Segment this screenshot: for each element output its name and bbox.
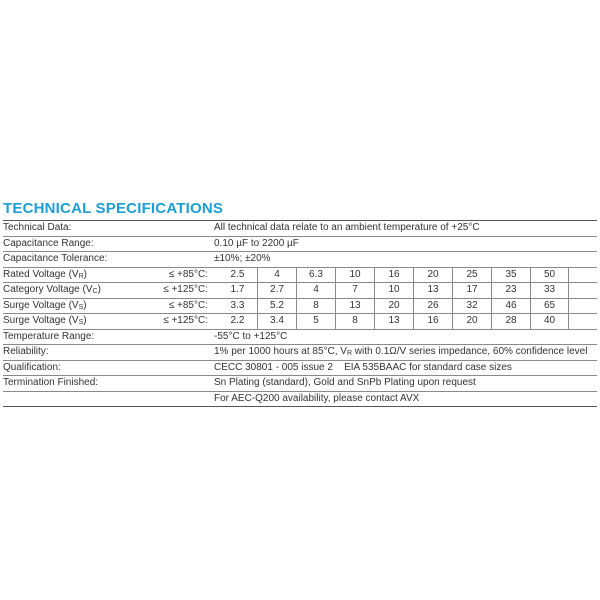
row-qualification <box>3 361 597 377</box>
label-text: Rated Voltage (V <box>3 268 79 280</box>
row-label <box>3 300 87 311</box>
label-subscript: C <box>92 288 98 295</box>
voltage-cell: 40 <box>530 314 569 329</box>
row-label: Technical Data: <box>3 222 72 233</box>
row-label: Reliability: <box>3 346 49 357</box>
label-text: Surge Voltage (V <box>3 299 79 311</box>
label-close: ) <box>97 284 101 295</box>
value-text-rest: with 0.1Ω/V series impedance, 60% confidence level <box>352 346 588 357</box>
voltage-cell: 32 <box>452 299 491 314</box>
row-capacitance-tolerance <box>3 252 597 268</box>
label-close: ) <box>83 315 87 326</box>
row-label <box>3 284 101 295</box>
row-value: CECC 30801 - 005 issue 2 EIA 535BAAC for standard case sizes <box>214 361 512 373</box>
row-surge-voltage-125 <box>3 314 597 330</box>
row-label: Capacitance Tolerance: <box>3 253 108 264</box>
row-label: Qualification: <box>3 361 61 373</box>
label-close: ) <box>83 268 88 280</box>
row-value: 0.10 µF to 2200 µF <box>214 237 299 249</box>
voltage-cell: 1.7 <box>230 284 245 295</box>
voltage-cell: 16 <box>413 314 452 329</box>
voltage-cell: 50 <box>530 268 569 283</box>
row-label: Termination Finished: <box>3 377 99 388</box>
row-value <box>214 346 587 357</box>
label-subscript: R <box>78 272 84 280</box>
row-value: For AEC-Q200 availability, please contact AVX <box>214 392 420 404</box>
voltage-cell: 4 <box>296 283 335 298</box>
value-subscript: R <box>346 350 353 357</box>
row-rated-voltage <box>3 268 597 284</box>
row-label <box>3 269 87 280</box>
row-capacitance-range <box>3 237 597 253</box>
row-category-voltage <box>3 283 597 299</box>
voltage-cells <box>218 268 569 283</box>
row-surge-voltage-85 <box>3 299 597 315</box>
row-aec-note <box>3 392 597 408</box>
row-label: Capacitance Range: <box>3 237 94 249</box>
row-termination <box>3 376 597 392</box>
voltage-cell: 23 <box>491 283 530 298</box>
voltage-cell: 20 <box>374 299 413 314</box>
voltage-cell: 13 <box>374 314 413 329</box>
voltage-cell: 20 <box>413 268 452 283</box>
voltage-cell: 8 <box>296 299 335 314</box>
row-condition: ≤ +85°C: <box>168 268 208 280</box>
row-value: Sn Plating (standard), Gold and SnPb Plating upon request <box>214 377 476 388</box>
spec-table <box>3 220 597 407</box>
voltage-cell: 46 <box>491 299 530 314</box>
voltage-cells <box>218 283 569 298</box>
voltage-cell: 10 <box>335 268 374 283</box>
row-technical-data <box>3 220 597 237</box>
voltage-cell: 16 <box>374 268 413 283</box>
voltage-cell: 28 <box>491 314 530 329</box>
voltage-cell: 2.2 <box>230 315 245 326</box>
voltage-cell: 65 <box>530 299 569 314</box>
page-title: TECHNICAL SPECIFICATIONS <box>3 200 224 217</box>
label-subscript: S <box>78 303 84 311</box>
voltage-cell: 2.5 <box>230 268 245 280</box>
voltage-cell: 26 <box>413 299 452 314</box>
row-label: Temperature Range: <box>3 330 95 342</box>
voltage-cell: 7 <box>335 283 374 298</box>
voltage-cells <box>218 314 569 329</box>
row-value: -55°C to +125°C <box>214 330 288 342</box>
value-text: 1% per 1000 hours at 85°C, V <box>214 346 347 357</box>
label-close: ) <box>83 299 87 311</box>
voltage-cell: 8 <box>335 314 374 329</box>
voltage-cell: 6.3 <box>296 268 335 283</box>
voltage-cells <box>218 299 569 314</box>
voltage-cell: 33 <box>530 283 569 298</box>
row-condition: ≤ +125°C: <box>163 284 208 295</box>
voltage-cell: 10 <box>374 283 413 298</box>
label-subscript: S <box>78 319 84 326</box>
voltage-cell: 3.3 <box>230 299 245 311</box>
voltage-cell: 25 <box>452 268 491 283</box>
label-text: Category Voltage (V <box>3 284 93 295</box>
row-value: ±10%; ±20% <box>214 253 271 264</box>
voltage-cell: 13 <box>335 299 374 314</box>
label-text: Surge Voltage (V <box>3 315 79 326</box>
row-temperature-range <box>3 330 597 346</box>
voltage-cell: 4 <box>257 268 296 283</box>
voltage-cell: 5.2 <box>257 299 296 314</box>
voltage-cell: 13 <box>413 283 452 298</box>
voltage-cell: 35 <box>491 268 530 283</box>
row-condition: ≤ +85°C: <box>168 299 208 311</box>
voltage-cell: 3.4 <box>257 314 296 329</box>
row-reliability <box>3 345 597 361</box>
voltage-cell: 20 <box>452 314 491 329</box>
voltage-cell: 2.7 <box>257 283 296 298</box>
row-value: All technical data relate to an ambient temperature of +25°C <box>214 222 480 233</box>
row-label <box>3 315 87 326</box>
voltage-cell: 5 <box>296 314 335 329</box>
voltage-cell: 17 <box>452 283 491 298</box>
row-condition: ≤ +125°C: <box>163 315 208 326</box>
